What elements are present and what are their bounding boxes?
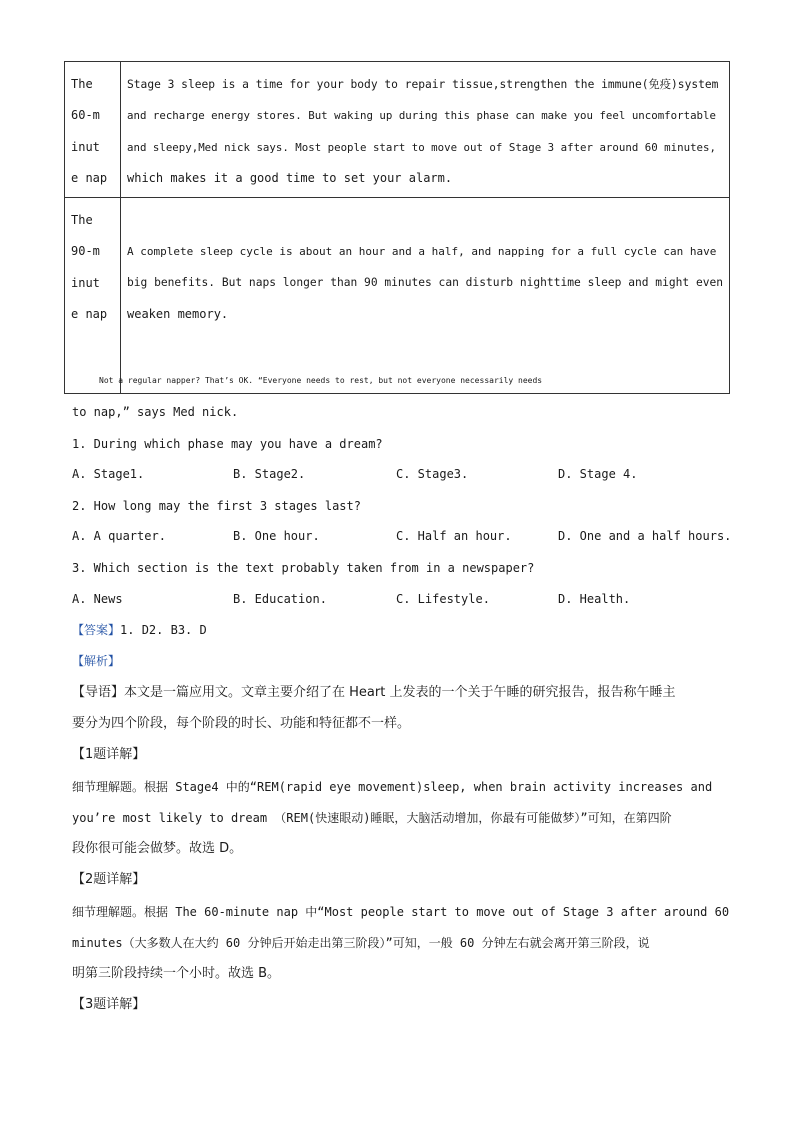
row-text-90-minute: A complete sleep cycle is about an hour and a half, and napping for a full cycle can have big benefits. But naps longer than 90 minutes can disturb nighttime sleep and might even weaken memory. <box>121 198 730 394</box>
question-2-option-c: C. Half an hour. <box>396 529 512 543</box>
question-1-option-c: C. Stage3. <box>396 467 469 481</box>
detail-3-tag: 【3题详解】 <box>72 997 146 1012</box>
row-text-60-minute: Stage 3 sleep is a time for your body to repair tissue,strengthen the immune(免疫)system and recharge energy stores. But waking up during this phase can make you feel uncomfortable and sleepy,Med nick says. Most people start to move out of Stage 3 after around 60 minutes, which makes it a good time to set your alarm. <box>121 62 730 198</box>
question-1-stem: 1. During which phase may you have a dream? <box>72 437 383 451</box>
detail-1-tag: 【1题详解】 <box>72 747 146 762</box>
table-row-90-minute <box>65 198 730 394</box>
question-2-option-d: D. One and a half hours. <box>558 529 732 543</box>
detail-1-line-1: 细节理解题。根据 Stage4 中的“REM(rapid eye movement)sleep, when brain activity increases and <box>72 780 713 794</box>
question-3-option-d: D. Health. <box>558 592 631 606</box>
question-3-stem: 3. Which section is the text probably taken from in a newspaper? <box>72 561 535 575</box>
answer-tag: 【答案】 <box>72 623 121 637</box>
detail-2-line-2: minutes（大多数人在大约 60 分钟后开始走出第三阶段）”可知，一般 60 分钟左右就会离开第三阶段，说 <box>72 936 650 950</box>
closing-line-2: to nap,” says Med nick. <box>72 405 239 419</box>
question-2-stem: 2. How long may the first 3 stages last? <box>72 499 361 513</box>
question-2-option-a: A. A quarter. <box>72 529 166 543</box>
question-3-option-c: C. Lifestyle. <box>396 592 490 606</box>
row-label-60-minute: The 60-m inut e nap <box>65 62 121 198</box>
analysis-tag: 【解析】 <box>72 654 121 668</box>
guide-line-1: 【导语】本文是一篇应用文。文章主要介绍了在 Heart 上发表的一个关于午睡的研究报告，报告称午睡主 <box>72 685 676 700</box>
guide-line-2: 要分为四个阶段，每个阶段的时长、功能和特征都不一样。 <box>72 716 411 731</box>
detail-2-tag: 【2题详解】 <box>72 872 146 887</box>
nap-table <box>64 61 730 394</box>
detail-1-line-2: you’re most likely to dream （REM(快速眼动)睡眠，大脑活动增加，你最有可能做梦）”可知，在第四阶 <box>72 811 672 825</box>
table-row-60-minute <box>65 62 730 198</box>
detail-2-line-1: 细节理解题。根据 The 60-minute nap 中“Most people start to move out of Stage 3 after around 60 <box>72 905 730 919</box>
detail-2-line-3: 明第三阶段持续一个小时。故选 B。 <box>72 966 281 981</box>
answer-text: 1. D2. B3. D <box>120 623 207 637</box>
detail-1-line-3: 段你很可能会做梦。故选 D。 <box>72 841 243 856</box>
question-1-option-d: D. Stage 4. <box>558 467 638 481</box>
answer-line <box>72 622 732 638</box>
question-1-option-b: B. Stage2. <box>233 467 306 481</box>
closing-line-1: Not a regular napper? That’s OK. “Everyone needs to rest, but not everyone necessarily needs <box>99 376 543 385</box>
guide-tag: 【导语】 <box>72 685 125 700</box>
question-3-option-b: B. Education. <box>233 592 327 606</box>
question-3-option-a: A. News <box>72 592 123 606</box>
question-2-option-b: B. One hour. <box>233 529 320 543</box>
row-label-90-minute: The 90-m inut e nap <box>65 198 121 394</box>
question-1-option-a: A. Stage1. <box>72 467 145 481</box>
